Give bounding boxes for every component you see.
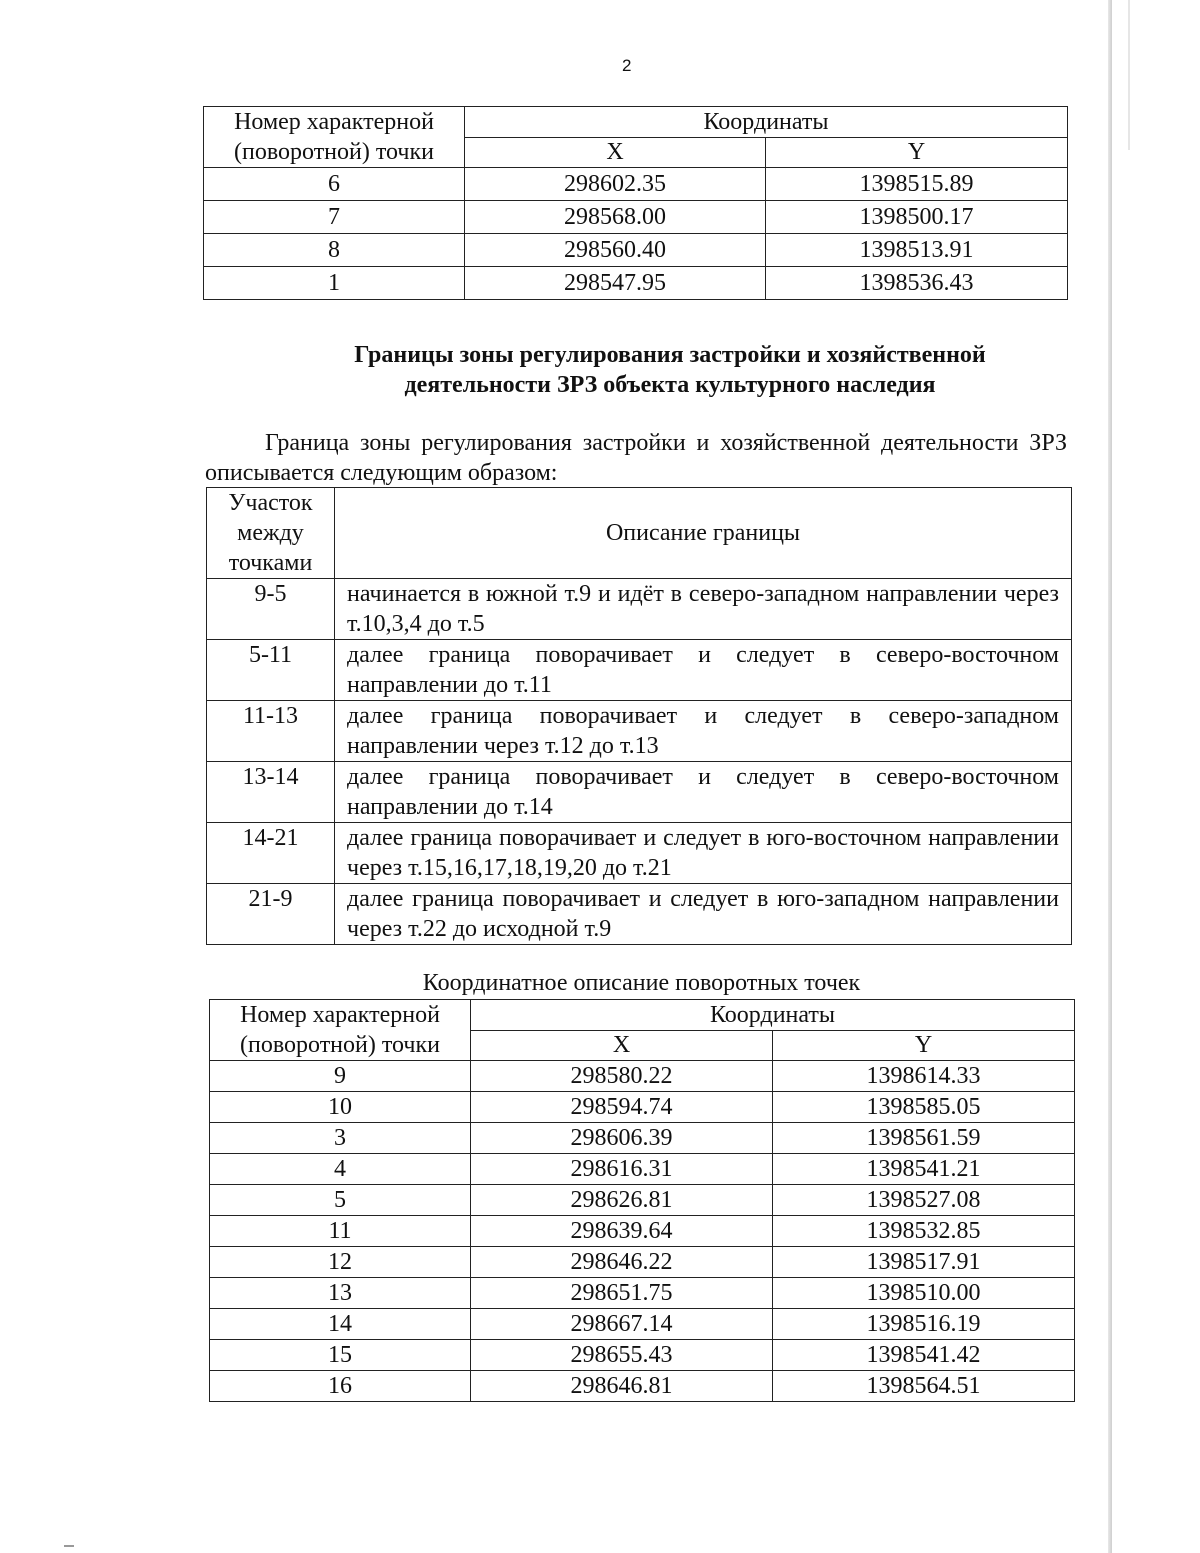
coord-y: 1398510.00 <box>773 1278 1075 1309</box>
coord-x: 298560.40 <box>465 234 766 267</box>
point-number: 12 <box>210 1247 471 1278</box>
table-row <box>210 1247 1075 1278</box>
description-cell: далее граница поворачивает и следует в юго-западном направлении через т.22 до исходной т.9 <box>335 884 1072 945</box>
point-number: 3 <box>210 1123 471 1154</box>
coord-x: 298626.81 <box>471 1185 773 1216</box>
description-cell: начинается в южной т.9 и идёт в северо-западном направлении через т.10,3,4 до т.5 <box>335 579 1072 640</box>
segment-cell: 14-21 <box>207 823 335 884</box>
coordinates-table-2 <box>209 999 1075 1402</box>
description-cell: далее граница поворачивает и следует в северо-восточном направлении до т.11 <box>335 640 1072 701</box>
coord-x: 298655.43 <box>471 1340 773 1371</box>
segment-cell: 9-5 <box>207 579 335 640</box>
point-number: 7 <box>204 201 465 234</box>
description-cell: далее граница поворачивает и следует в северо-западном направлении через т.12 до т.13 <box>335 701 1072 762</box>
coord-y: 1398614.33 <box>773 1061 1075 1092</box>
point-number: 6 <box>204 168 465 201</box>
intro-paragraph: Граница зоны регулирования застройки и хозяйственной деятельности ЗРЗ описывается следующим образом: <box>205 430 1067 486</box>
coord-x: 298667.14 <box>471 1309 773 1340</box>
table-header-row <box>207 488 1072 579</box>
coord-x: 298594.74 <box>471 1092 773 1123</box>
segment-cell: 13-14 <box>207 762 335 823</box>
table-row <box>207 640 1072 701</box>
section-title-line-1: Границы зоны регулирования застройки и хозяйственной <box>354 342 986 368</box>
coordinates-table-1 <box>203 106 1068 300</box>
coord-y: 1398515.89 <box>766 168 1068 201</box>
coord-y: 1398585.05 <box>773 1092 1075 1123</box>
table-row <box>207 701 1072 762</box>
table-row <box>210 1371 1075 1402</box>
coord-x: 298547.95 <box>465 267 766 300</box>
coord-x: 298646.22 <box>471 1247 773 1278</box>
description-cell: далее граница поворачивает и следует в северо-восточном направлении до т.14 <box>335 762 1072 823</box>
coord-y: 1398517.91 <box>773 1247 1075 1278</box>
coord-y: 1398532.85 <box>773 1216 1075 1247</box>
header-coordinates: Координаты <box>465 107 1068 138</box>
table-row <box>210 1309 1075 1340</box>
table-row <box>210 1216 1075 1247</box>
header-description: Описание границы <box>335 488 1072 579</box>
point-number: 11 <box>210 1216 471 1247</box>
coord-x: 298651.75 <box>471 1278 773 1309</box>
coord-x: 298639.64 <box>471 1216 773 1247</box>
scan-edge-mark <box>1108 0 1112 1553</box>
table-row <box>210 1185 1075 1216</box>
scan-edge-mark-secondary <box>1128 0 1130 150</box>
table-row <box>204 234 1068 267</box>
table-row <box>210 1154 1075 1185</box>
table-row <box>204 201 1068 234</box>
point-number: 16 <box>210 1371 471 1402</box>
point-number: 5 <box>210 1185 471 1216</box>
page-number: 2 <box>622 56 632 75</box>
table-caption: Координатное описание поворотных точек <box>422 970 861 996</box>
coord-y: 1398500.17 <box>766 201 1068 234</box>
segment-cell: 11-13 <box>207 701 335 762</box>
header-point-number: Номер характерной (поворотной) точки <box>204 107 465 168</box>
header-point-number: Номер характерной (поворотной) точки <box>210 1000 471 1061</box>
section-title <box>200 340 1140 400</box>
header-y: Y <box>766 137 1068 168</box>
scan-speck <box>64 1545 74 1547</box>
point-number: 10 <box>210 1092 471 1123</box>
table-row <box>207 823 1072 884</box>
coord-y: 1398564.51 <box>773 1371 1075 1402</box>
section-title-line-2: деятельности ЗРЗ объекта культурного наследия <box>404 372 936 398</box>
coord-y: 1398513.91 <box>766 234 1068 267</box>
header-segment: Участок между точками <box>207 488 335 579</box>
table-row <box>210 1278 1075 1309</box>
coord-x: 298568.00 <box>465 201 766 234</box>
point-number: 4 <box>210 1154 471 1185</box>
coord-y: 1398516.19 <box>773 1309 1075 1340</box>
table-row <box>210 1092 1075 1123</box>
point-number: 13 <box>210 1278 471 1309</box>
coord-x: 298580.22 <box>471 1061 773 1092</box>
table-row <box>210 1340 1075 1371</box>
segment-cell: 21-9 <box>207 884 335 945</box>
table-row <box>210 1123 1075 1154</box>
table-row <box>210 1061 1075 1092</box>
coord-x: 298616.31 <box>471 1154 773 1185</box>
header-coordinates: Координаты <box>471 1000 1075 1031</box>
coord-x: 298606.39 <box>471 1123 773 1154</box>
point-number: 8 <box>204 234 465 267</box>
coord-x: 298646.81 <box>471 1371 773 1402</box>
point-number: 15 <box>210 1340 471 1371</box>
segment-cell: 5-11 <box>207 640 335 701</box>
table-row <box>204 168 1068 201</box>
point-number: 9 <box>210 1061 471 1092</box>
header-x: X <box>471 1030 773 1061</box>
table-row <box>207 884 1072 945</box>
point-number: 14 <box>210 1309 471 1340</box>
coord-x: 298602.35 <box>465 168 766 201</box>
table-row <box>207 579 1072 640</box>
coord-y: 1398561.59 <box>773 1123 1075 1154</box>
table-row <box>207 762 1072 823</box>
table-header-row <box>204 107 1068 138</box>
coord-y: 1398536.43 <box>766 267 1068 300</box>
coord-y: 1398541.21 <box>773 1154 1075 1185</box>
point-number: 1 <box>204 267 465 300</box>
header-x: X <box>465 137 766 168</box>
description-cell: далее граница поворачивает и следует в юго-восточном направлении через т.15,16,17,18,19,20 до т.21 <box>335 823 1072 884</box>
boundary-description-table <box>206 487 1072 945</box>
table-header-row <box>210 1000 1075 1031</box>
coord-y: 1398541.42 <box>773 1340 1075 1371</box>
table-row <box>204 267 1068 300</box>
coord-y: 1398527.08 <box>773 1185 1075 1216</box>
header-y: Y <box>773 1030 1075 1061</box>
